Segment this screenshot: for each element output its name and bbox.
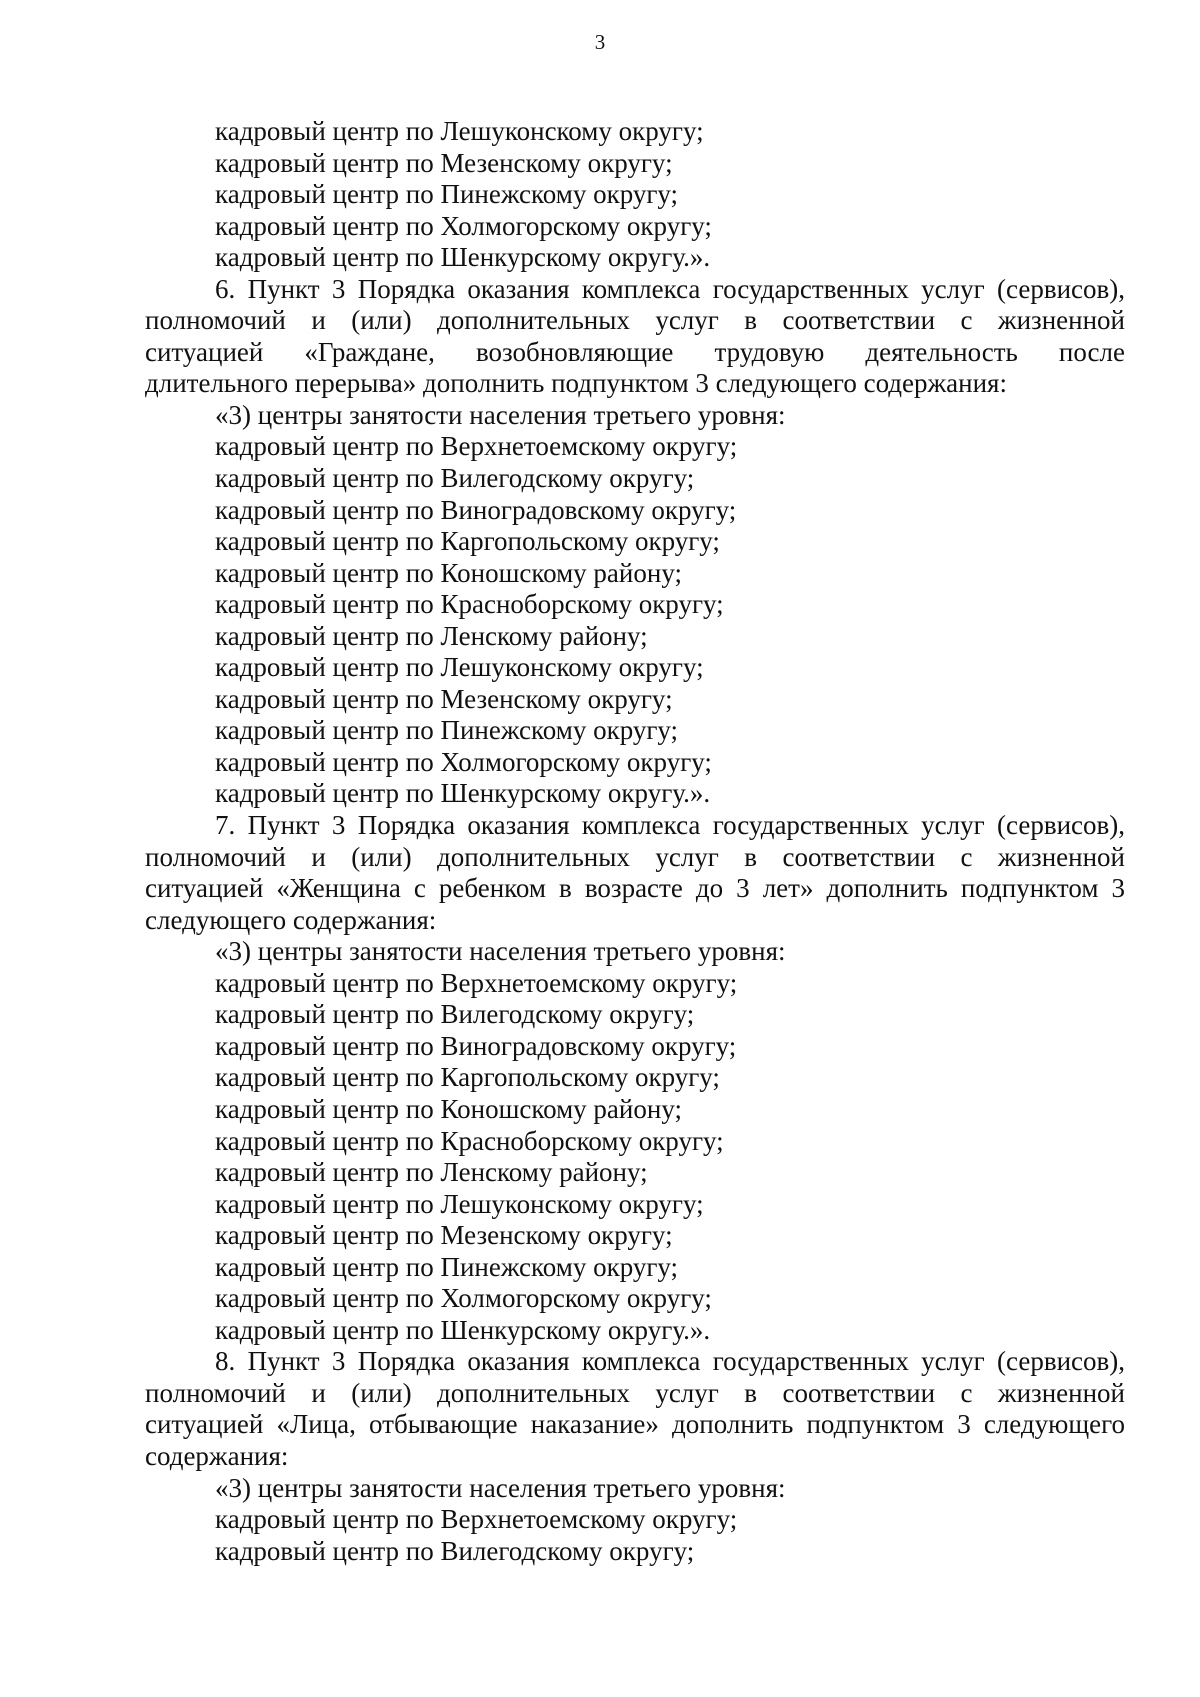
paragraph-8-line: содержания: [145,1440,289,1471]
paragraph-6-line: ситуацией «Граждане, возобновляющие трудовую деятельность после [145,336,1125,367]
list-item: кадровый центр по Верхнетоемскому округу; [215,1504,738,1535]
subitem-heading: «3) центры занятости населения третьего уровня: [215,936,786,967]
subitem-heading: «3) центры занятости населения третьего уровня: [215,399,786,430]
list-item: кадровый центр по Шенкурскому округу.». [215,242,711,273]
list-item: кадровый центр по Мезенскому округу; [215,683,673,714]
list-item: кадровый центр по Коношскому району; [215,557,682,588]
paragraph-7-line: полномочий и (или) дополнительных услуг в соответствии с жизненной [145,841,1125,872]
list-item: кадровый центр по Холмогорскому округу; [215,210,712,241]
list-item: кадровый центр по Каргопольскому округу; [215,526,720,557]
list-item: кадровый центр по Мезенскому округу; [215,147,673,178]
list-item: кадровый центр по Холмогорскому округу; [215,746,712,777]
list-item: кадровый центр по Каргопольскому округу; [215,1062,720,1093]
list-item: кадровый центр по Шенкурскому округу.». [215,778,711,809]
list-item: кадровый центр по Вилегодскому округу; [215,999,695,1030]
list-item: кадровый центр по Лешуконскому округу; [215,652,704,683]
list-item: кадровый центр по Вилегодскому округу; [215,463,695,494]
list-item: кадровый центр по Пинежскому округу; [215,1251,679,1282]
list-item: кадровый центр по Верхнетоемскому округу; [215,967,738,998]
document-body [145,116,1125,1567]
paragraph-8-line: ситуацией «Лица, отбывающие наказание» дополнить подпунктом 3 следующего [145,1409,1125,1440]
list-item: кадровый центр по Коношскому району; [215,1093,682,1124]
list-item: кадровый центр по Мезенскому округу; [215,1220,673,1251]
list-item: кадровый центр по Виноградовскому округу; [215,1030,737,1061]
list-item: кадровый центр по Виноградовскому округу; [215,494,737,525]
list-item: кадровый центр по Пинежскому округу; [215,179,679,210]
paragraph-7-line: 7. Пункт 3 Порядка оказания комплекса государственных услуг (сервисов), [215,810,1125,841]
page-number: 3 [594,30,606,54]
paragraph-6-line: полномочий и (или) дополнительных услуг в соответствии с жизненной [145,305,1125,336]
list-item: кадровый центр по Ленскому району; [215,1157,648,1188]
list-item: кадровый центр по Вилегодскому округу; [215,1535,695,1566]
list-item: кадровый центр по Лешуконскому округу; [215,116,704,146]
paragraph-8-line: 8. Пункт 3 Порядка оказания комплекса государственных услуг (сервисов), [215,1346,1125,1377]
list-item: кадровый центр по Лешуконскому округу; [215,1188,704,1219]
subitem-heading: «3) центры занятости населения третьего уровня: [215,1472,786,1503]
list-item: кадровый центр по Красноборскому округу; [215,589,724,620]
paragraph-7-line: следующего содержания: [145,904,437,935]
list-item: кадровый центр по Верхнетоемскому округу; [215,431,738,462]
list-item: кадровый центр по Красноборскому округу; [215,1125,724,1156]
paragraph-6-line: длительного перерыва» дополнить подпунктом 3 следующего содержания: [145,368,1007,399]
list-item: кадровый центр по Шенкурскому округу.». [215,1314,711,1345]
list-item: кадровый центр по Холмогорскому округу; [215,1283,712,1314]
list-item: кадровый центр по Ленскому району; [215,620,648,651]
paragraph-6-line: 6. Пункт 3 Порядка оказания комплекса государственных услуг (сервисов), [215,273,1125,304]
paragraph-7-line: ситуацией «Женщина с ребенком в возрасте до 3 лет» дополнить подпунктом 3 [145,873,1125,904]
list-item: кадровый центр по Пинежскому округу; [215,715,679,746]
paragraph-8-line: полномочий и (или) дополнительных услуг в соответствии с жизненной [145,1377,1125,1408]
